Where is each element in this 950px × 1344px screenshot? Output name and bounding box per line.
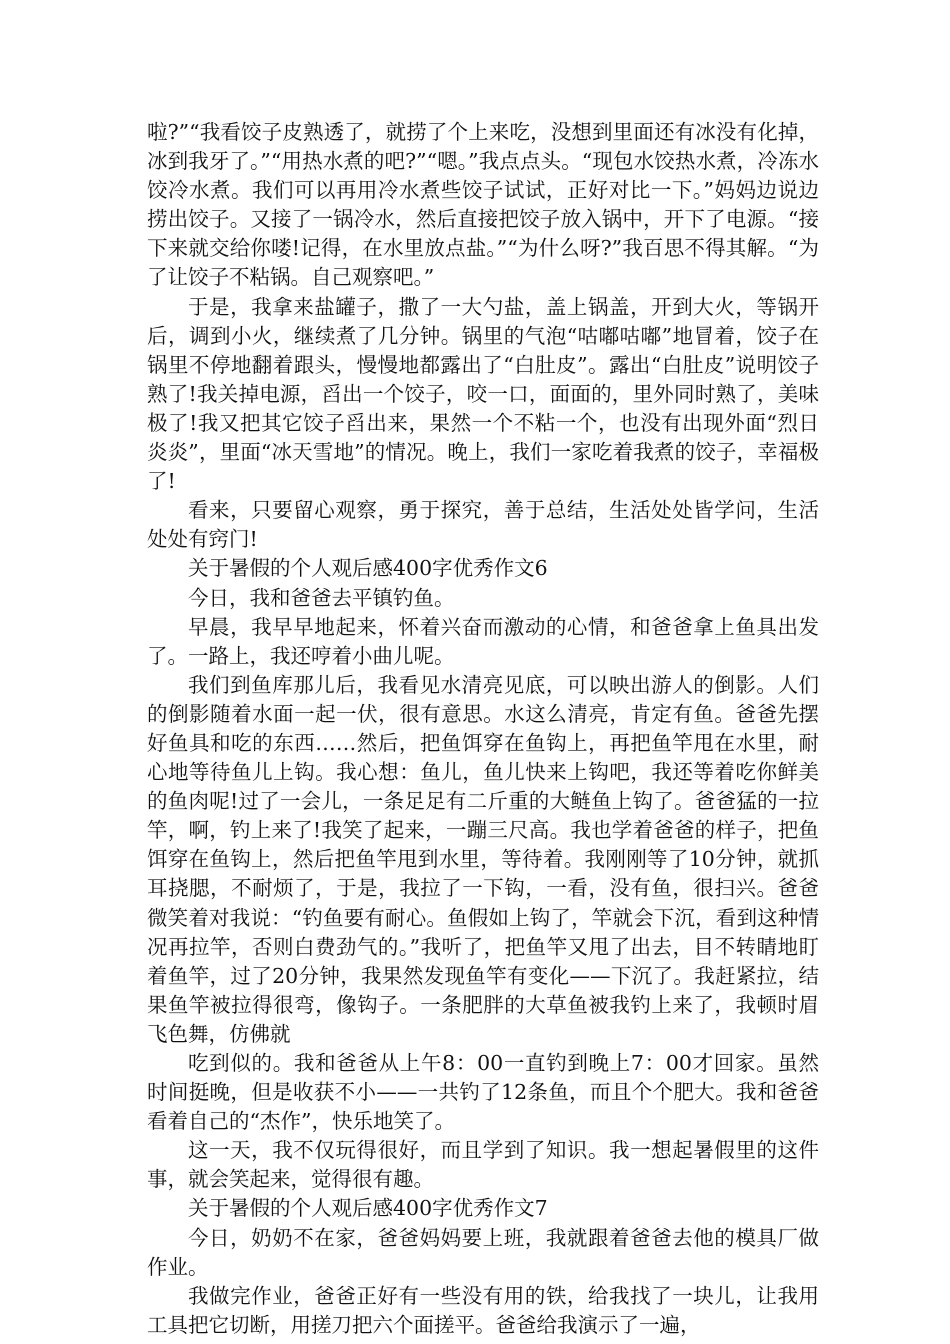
- section-heading: 关于暑假的个人观后感400字优秀作文6: [188, 556, 548, 581]
- paragraph: 今日，奶奶不在家，爸爸妈妈要上班，我就跟着爸爸去他的模具厂做作业。: [147, 1225, 819, 1279]
- paragraph: 我们到鱼库那儿后，我看见水清亮见底，可以映出游人的倒影。人们的倒影随着水面一起一伏，很有意思。水这么清亮，肯定有鱼。爸爸先摆好鱼具和吃的东西……然后，把鱼饵穿在鱼钩上，再把鱼竿甩在水里，耐心地等待鱼儿上钩。我心想：鱼儿，鱼儿快来上钩吧，我还等着吃你鲜美的鱼肉呢!过了一会儿，一条足足有二斤重的大鲢鱼上钩了。爸爸猛的一拉竿，啊，钓上来了!我笑了起来，一蹦三尺高。我也学着爸爸的样子，把鱼饵穿在鱼钩上，然后把鱼竿甩到水里，等待着。我刚刚等了10分钟，就抓耳挠腮，不耐烦了，于是，我拉了一下钩，一看，没有鱼，很扫兴。爸爸微笑着对我说：“钓鱼要有耐心。鱼假如上钩了，竿就会下沉，看到这种情况再拉竿，否则白费劲气的。”我听了，把鱼竿又甩了出去，目不转睛地盯着鱼竿，过了20分钟，我果然发现鱼竿有变化——下沉了。我赶紧拉，结果鱼竿被拉得很弯，像钩子。一条肥胖的大草鱼被我钓上来了，我顿时眉飞色舞，仿佛就: [147, 672, 819, 1046]
- paragraph: 我做完作业，爸爸正好有一些没有用的铁，给我找了一块儿，让我用工具把它切断，用搓刀把六个面搓平。爸爸给我演示了一遍，: [147, 1283, 819, 1337]
- paragraph: 早晨，我早早地起来，怀着兴奋而激动的心情，和爸爸拿上鱼具出发了。一路上，我还哼着小曲儿呢。: [147, 614, 819, 668]
- paragraph: 这一天，我不仅玩得很好，而且学到了知识。我一想起暑假里的这件事，就会笑起来，觉得很有趣。: [147, 1138, 819, 1192]
- paragraph: 于是，我拿来盐罐子，撒了一大勺盐，盖上锅盖，开到大火，等锅开后，调到小火，继续煮了几分钟。锅里的气泡“咕嘟咕嘟”地冒着，饺子在锅里不停地翻着跟头，慢慢地都露出了“白肚皮”。露出“白肚皮”说明饺子熟了!我关掉电源，舀出一个饺子，咬一口，面面的，里外同时熟了，美味极了!我又把其它饺子舀出来，果然一个不粘一个，也没有出现外面“烈日炎炎”，里面“冰天雪地”的情况。晚上，我们一家吃着我煮的饺子，幸福极了!: [147, 294, 819, 494]
- paragraph: 今日，我和爸爸去平镇钓鱼。: [188, 585, 455, 610]
- section-heading: 关于暑假的个人观后感400字优秀作文7: [188, 1196, 548, 1221]
- paragraph: 啦?”“我看饺子皮熟透了，就捞了个上来吃，没想到里面还有冰没有化掉，冰到我牙了。”“用热水煮的吧?”“嗯。”我点点头。“现包水饺热水煮，冷冻水饺冷水煮。我们可以再用冷水煮些饺子试试，正好对比一下。”妈妈边说边捞出饺子。又接了一锅冷水，然后直接把饺子放入锅中，开下了电源。“接下来就交给你喽!记得，在水里放点盐。”“为什么呀?”我百思不得其解。“为了让饺子不粘锅。自己观察吧。”: [147, 120, 819, 290]
- paragraph: 吃到似的。我和爸爸从上午8：00一直钓到晚上7：00才回家。虽然时间挺晚，但是收获不小——一共钓了12条鱼，而且个个肥大。我和爸爸看着自己的“杰作”，快乐地笑了。: [147, 1051, 819, 1134]
- paragraph: 看来，只要留心观察，勇于探究，善于总结，生活处处皆学问，生活处处有窍门!: [147, 498, 819, 552]
- document-body: [147, 118, 819, 1340]
